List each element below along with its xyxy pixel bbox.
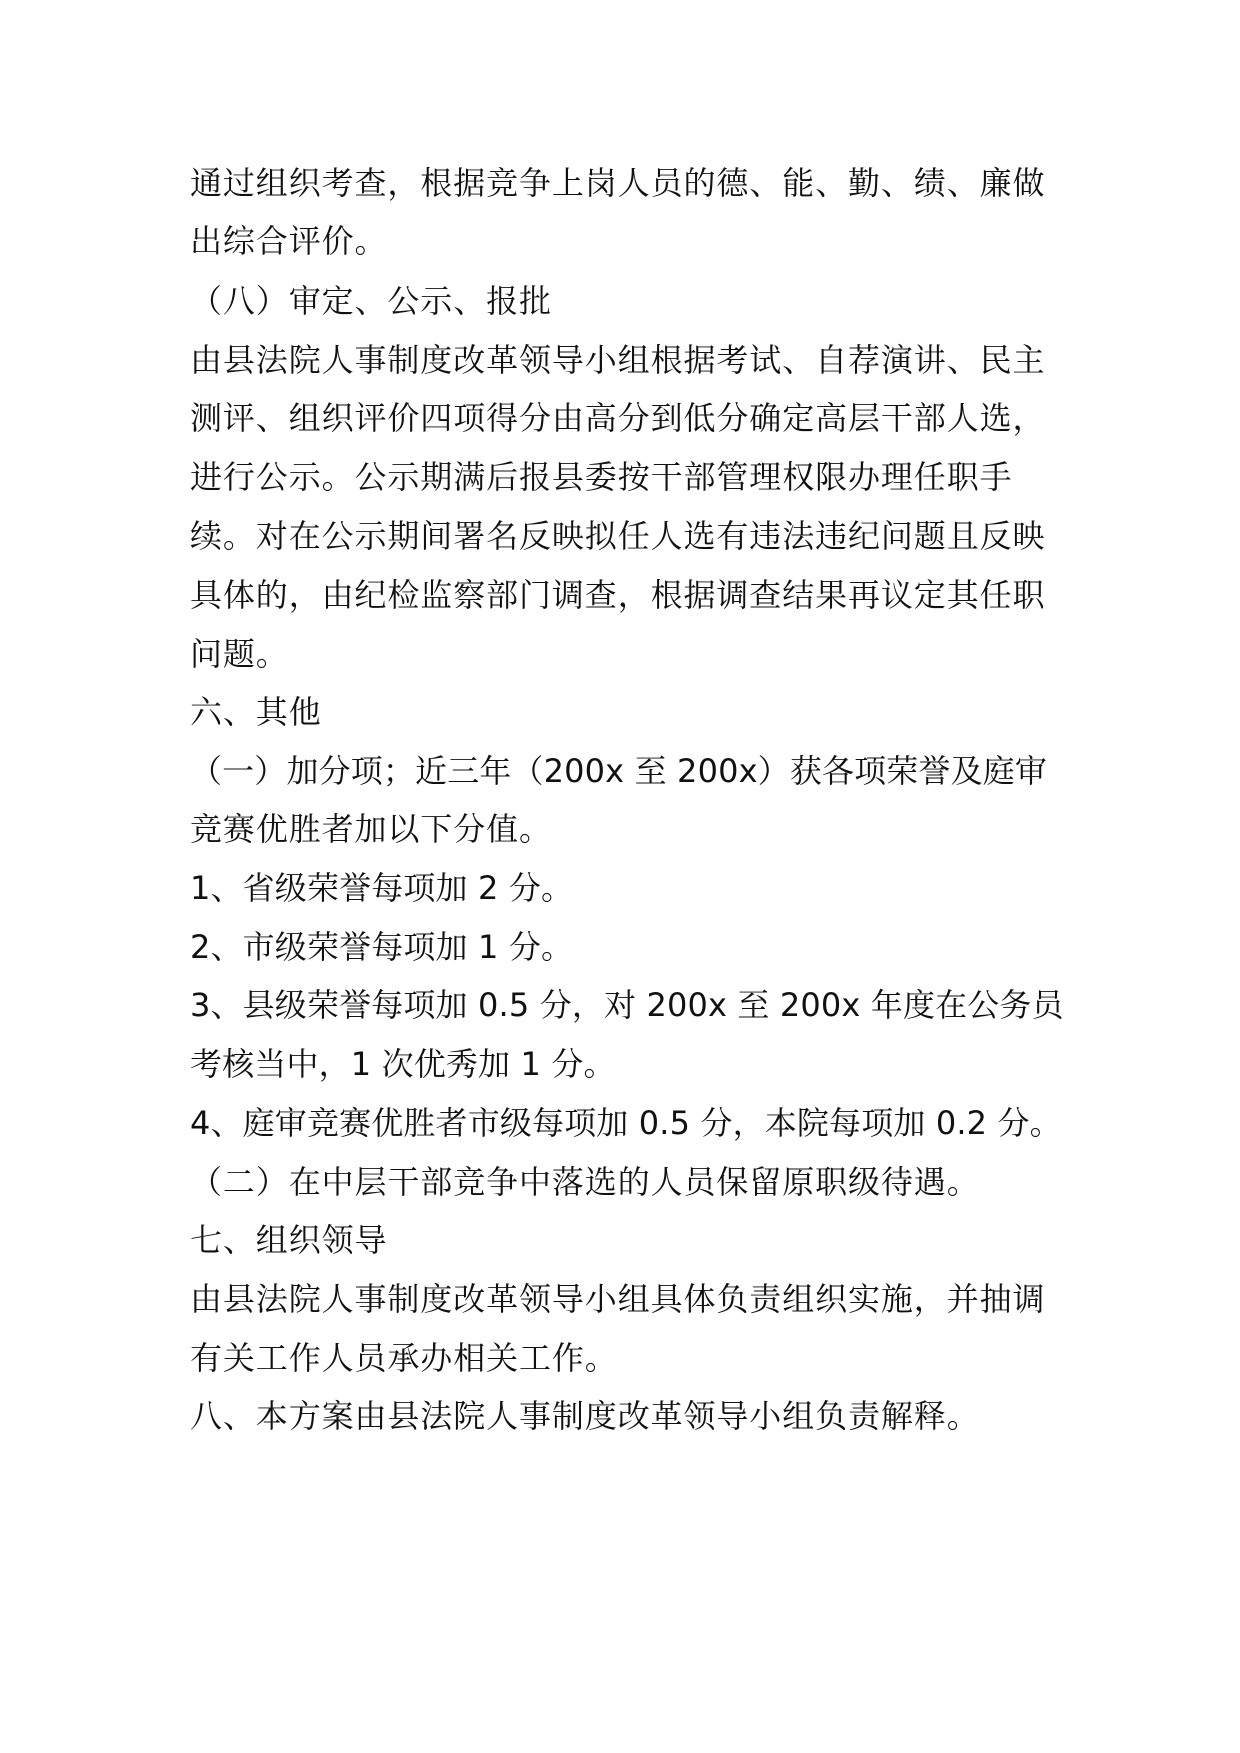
- text-line-15: 3、县级荣誉每项加 0.5 分，对 200x 至 200x 年度在公务员: [190, 986, 1064, 1024]
- text-line-2: 出综合评价。: [190, 222, 388, 260]
- text-line-5: 测评、组织评价四项得分由高分到低分确定高层干部人选，: [190, 399, 1046, 437]
- text-line-12: 竞赛优胜者加以下分值。: [190, 810, 552, 848]
- text-line-17: 4、庭审竞赛优胜者市级每项加 0.5 分，本院每项加 0.2 分。: [190, 1104, 1062, 1142]
- text-line-6: 进行公示。公示期满后报县委按干部管理权限办理任职手: [190, 458, 1013, 496]
- chapter-heading-8: 八、本方案由县法院人事制度改革领导小组负责解释。: [190, 1397, 980, 1435]
- text-line-7: 续。对在公示期间署名反映拟任人选有违法违纪问题且反映: [190, 517, 1046, 555]
- text-line-21: 有关工作人员承办相关工作。: [190, 1339, 618, 1377]
- text-line-4: 由县法院人事制度改革领导小组根据考试、自荐演讲、民主: [190, 341, 1046, 379]
- text-line-16: 考核当中，1 次优秀加 1 分。: [190, 1045, 616, 1083]
- text-line-8: 具体的，由纪检监察部门调查，根据调查结果再议定其任职: [190, 576, 1046, 614]
- text-line-20: 由县法院人事制度改革领导小组具体负责组织实施，并抽调: [190, 1280, 1046, 1318]
- section-heading-8: （八）审定、公示、报批: [190, 282, 552, 320]
- text-line-13: 1、省级荣誉每项加 2 分。: [190, 869, 574, 907]
- text-line-9: 问题。: [190, 635, 289, 673]
- text-line-1: 通过组织考查，根据竞争上岗人员的德、能、勤、绩、廉做: [190, 164, 1046, 202]
- chapter-heading-7: 七、组织领导: [190, 1221, 388, 1259]
- text-line-18: （二）在中层干部竞争中落选的人员保留原职级待遇。: [190, 1163, 980, 1201]
- text-line-14: 2、市级荣誉每项加 1 分。: [190, 928, 574, 966]
- text-line-11: （一）加分项；近三年（200x 至 200x）获各项荣誉及庭审: [190, 752, 1048, 790]
- chapter-heading-6: 六、其他: [190, 693, 322, 731]
